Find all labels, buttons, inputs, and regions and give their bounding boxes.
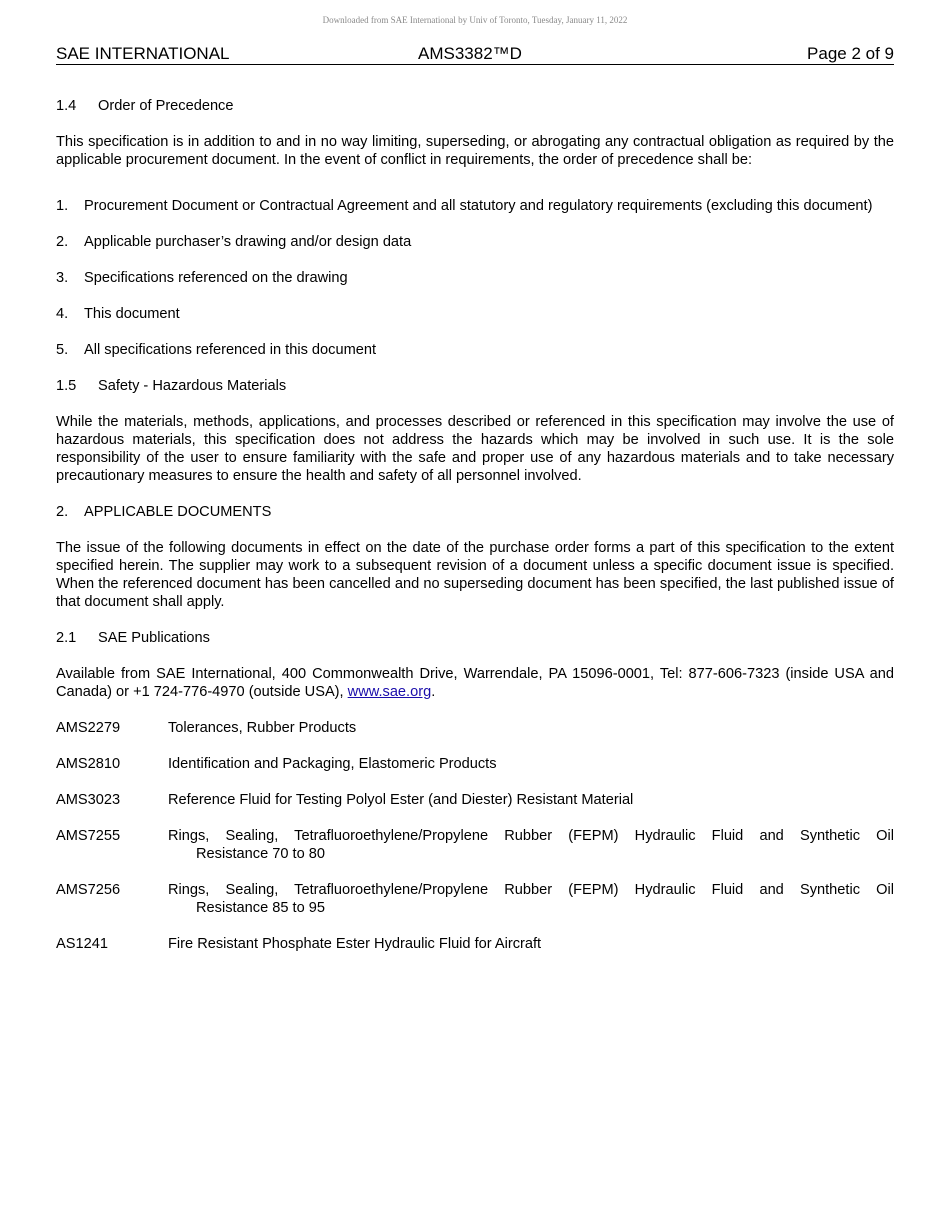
- reference-entry: [56, 935, 894, 953]
- list-text: Procurement Document or Contractual Agreement and all statutory and regulatory requirements (excluding this document): [84, 198, 873, 214]
- list-text: Specifications referenced on the drawing: [84, 270, 348, 286]
- reference-title: Identification and Packaging, Elastomeric Products: [168, 756, 497, 772]
- header-org: SAE INTERNATIONAL: [56, 44, 230, 63]
- reference-entry: [56, 827, 894, 863]
- availability-text: Available from SAE International, 400 Commonwealth Drive, Warrendale, PA 15096-0001, Tel: 877-606-7323 (inside USA and Canada) or +1 724-776-4970 (outside USA),: [56, 666, 894, 700]
- precedence-item: [56, 341, 894, 359]
- section-1-4-paragraph: This specification is in addition to and in no way limiting, superseding, or abrogating any contractual obligation as required by the applicable procurement document. In the event of conflict in requirements, the order of precedence shall be:: [56, 134, 894, 168]
- reference-title: Fire Resistant Phosphate Ester Hydraulic Fluid for Aircraft: [168, 936, 542, 952]
- reference-entry: [56, 791, 894, 809]
- reference-code: AMS2279: [56, 720, 121, 736]
- reference-title-continuation: Resistance 85 to 95: [196, 900, 325, 916]
- list-number: 3.: [56, 270, 69, 286]
- list-text: All specifications referenced in this document: [84, 342, 377, 358]
- list-number: 1.: [56, 198, 69, 214]
- list-number: 4.: [56, 306, 69, 322]
- precedence-item: [56, 305, 894, 323]
- reference-entry: [56, 881, 894, 917]
- reference-code: AMS7255: [56, 828, 121, 844]
- section-2-1-paragraph: [56, 665, 894, 701]
- reference-title-block: [168, 881, 894, 917]
- section-2-1-heading: [56, 629, 894, 647]
- reference-title-block: [168, 827, 894, 863]
- list-number: 2.: [56, 234, 69, 250]
- precedence-item: [56, 269, 894, 287]
- header-doc-id: AMS3382™D: [418, 44, 522, 63]
- section-number: 2.: [56, 504, 69, 520]
- reference-code: AMS3023: [56, 792, 121, 808]
- section-1-4-heading: [56, 97, 894, 115]
- download-watermark: Downloaded from SAE International by Univ of Toronto, Tuesday, January 11, 2022: [322, 15, 628, 25]
- reference-title: Reference Fluid for Testing Polyol Ester (and Diester) Resistant Material: [168, 792, 634, 808]
- section-2-heading: [56, 503, 894, 521]
- list-text: This document: [84, 306, 180, 322]
- section-title: APPLICABLE DOCUMENTS: [84, 504, 272, 520]
- list-text: Applicable purchaser’s drawing and/or design data: [84, 234, 412, 250]
- reference-title: Tolerances, Rubber Products: [168, 720, 357, 736]
- section-title: SAE Publications: [98, 630, 210, 646]
- section-2-paragraph: The issue of the following documents in effect on the date of the purchase order forms a part of this specification to the extent specified herein. The supplier may work to a subsequent revision of a document unless a specific document issue is specified. When the referenced document has been cancelled and no superseding document has been specified, the last published issue of that document shall apply.: [56, 540, 894, 610]
- reference-title: Rings, Sealing, Tetrafluoroethylene/Propylene Rubber (FEPM) Hydraulic Fluid and Synthetic Oil: [168, 828, 894, 844]
- section-title: Order of Precedence: [98, 98, 234, 114]
- availability-period: .: [431, 684, 436, 700]
- page-content: [56, 97, 894, 971]
- reference-code: AMS2810: [56, 756, 121, 772]
- reference-code: AMS7256: [56, 882, 121, 898]
- reference-entry: [56, 755, 894, 773]
- sae-website-link[interactable]: www.sae.org: [347, 684, 432, 700]
- section-title: Safety - Hazardous Materials: [98, 378, 287, 394]
- section-number: 1.5: [56, 378, 77, 394]
- reference-code: AS1241: [56, 936, 108, 952]
- section-number: 1.4: [56, 98, 77, 114]
- precedence-item: [56, 233, 894, 251]
- section-number: 2.1: [56, 630, 77, 646]
- list-number: 5.: [56, 342, 69, 358]
- precedence-item: [56, 197, 894, 215]
- section-1-5-paragraph: While the materials, methods, applications, and processes described or referenced in this specification may involve the use of hazardous materials, this specification does not address the hazards which may be involved in such use. It is the sole responsibility of the user to ensure familiarity with the safe and proper use of any hazardous materials and to take necessary precautionary measures to ensure the health and safety of all personnel involved.: [56, 414, 894, 484]
- reference-title-continuation: Resistance 70 to 80: [196, 846, 325, 862]
- reference-title: Rings, Sealing, Tetrafluoroethylene/Propylene Rubber (FEPM) Hydraulic Fluid and Synthetic Oil: [168, 882, 894, 898]
- reference-entry: [56, 719, 894, 737]
- page-header: [56, 44, 894, 65]
- header-page-number: Page 2 of 9: [807, 44, 894, 63]
- section-1-5-heading: [56, 377, 894, 395]
